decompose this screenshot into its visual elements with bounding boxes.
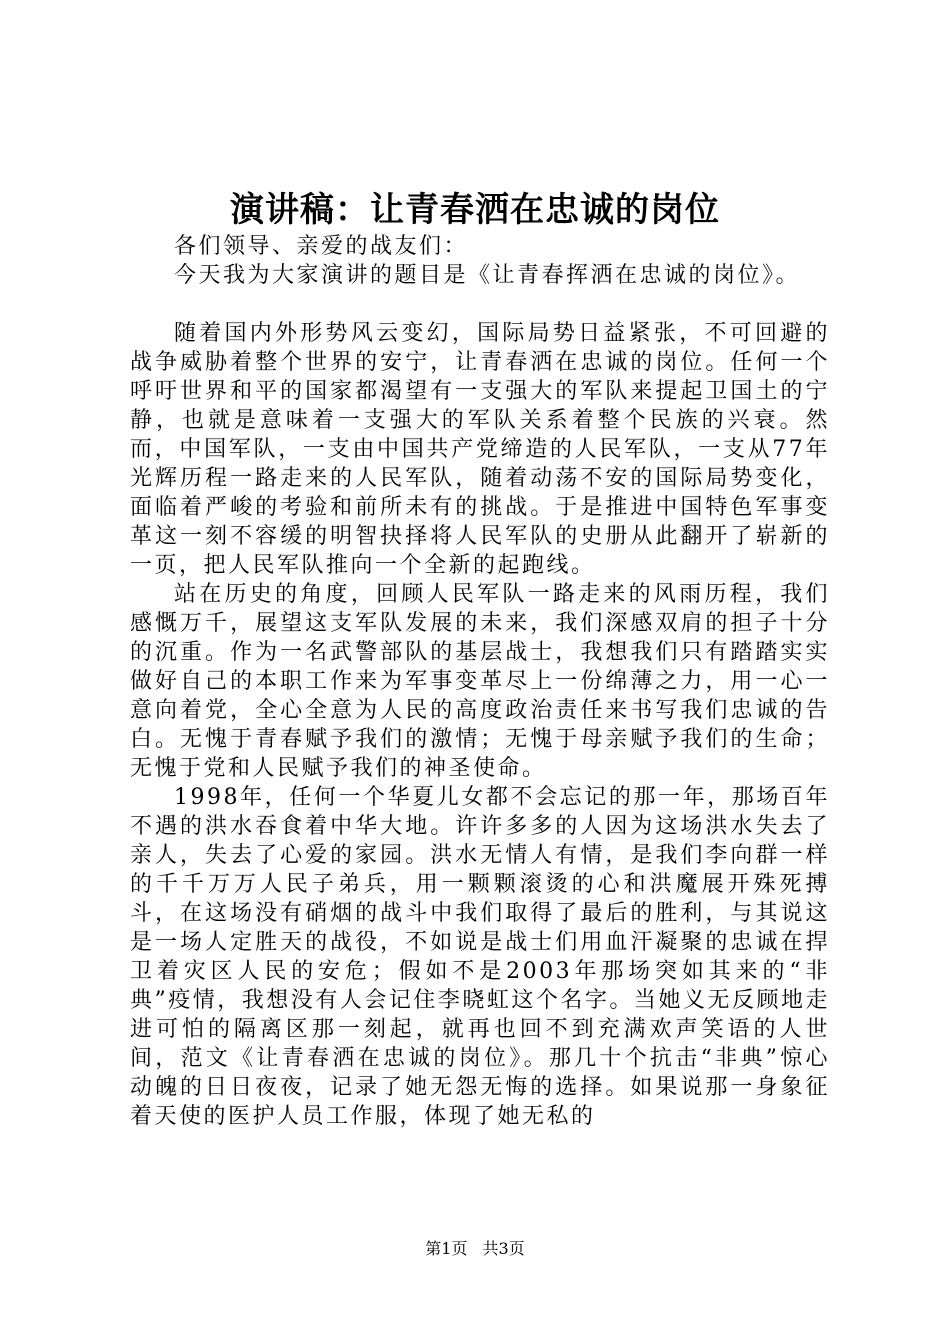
salutation-paragraph: 各们领导、亲爱的战友们： xyxy=(174,234,469,259)
topic-paragraph: 今天我为大家演讲的题目是《让青春挥洒在忠诚的岗位》。 xyxy=(174,263,801,288)
document-title: 演讲稿：让青春洒在忠诚的岗位 xyxy=(230,190,720,230)
body-paragraph-3: 1998年，任何一个华夏儿女都不会忘记的那一年，那场百年不遇的洪水吞食着中华大地。许许多多的人因为这场洪水失去了亲人，失去了心爱的家园。洪水无情人有情，是我们李向群一样的千千万万人民子弟兵，用一颗颗滚烫的心和洪魔展开殊死搏斗，在这场没有硝烟的战斗中我们取得了最后的胜利，与其说这是一场人定胜天的战役，不如说是战士们用血汗凝聚的忠诚在捍卫着灾区人民的安危；假如不是2003年那场突如其来的“非典”疫情，我想没有人会记住李晓虹这个名字。当她义无反顾地走进可怕的隔离区那一刻起，就再也回不到充满欢声笑语的人世间，范文《让青春洒在忠诚的岗位》。那几十个抗击“非典”惊心动魄的日日夜夜，记录了她无怨无悔的选择。如果说那一身象征着天使的医护人员工作服，体现了她无私的 xyxy=(130,785,830,1129)
document-body xyxy=(130,232,830,1131)
page-number: 第1页 xyxy=(425,1239,468,1258)
body-paragraph-2: 站在历史的角度，回顾人民军队一路走来的风雨历程，我们感慨万千，展望这支军队发展的未来，我们深感双肩的担子十分的沉重。作为一名武警部队的基层战士，我想我们只有踏踏实实做好自己的本职工作来为军事变革尽上一份绵薄之力，用一心一意向着党，全心全意为人民的高度政治责任来书写我们忠诚的告白。无愧于青春赋予我们的激情；无愧于母亲赋予我们的生命；无愧于党和人民赋予我们的神圣使命。 xyxy=(130,582,830,781)
body-paragraph-1: 随着国内外形势风云变幻，国际局势日益紧张，不可回避的战争威胁着整个世界的安宁，让青春洒在忠诚的岗位。任何一个呼吁世界和平的国家都渴望有一支强大的军队来提起卫国土的宁静，也就是意味着一支强大的军队关系着整个民族的兴衰。然而，中国军队，一支由中国共产党缔造的人民军队，一支从77年光辉历程一路走来的人民军队，随着动荡不安的国际局势变化，面临着严峻的考验和前所未有的挑战。于是推进中国特色军事变革这一刻不容缓的明智抉择将人民军队的史册从此翻开了崭新的一页，把人民军队推向一个全新的起跑线。 xyxy=(130,321,830,578)
page-total: 共3页 xyxy=(482,1239,525,1258)
page-footer xyxy=(0,1238,950,1260)
